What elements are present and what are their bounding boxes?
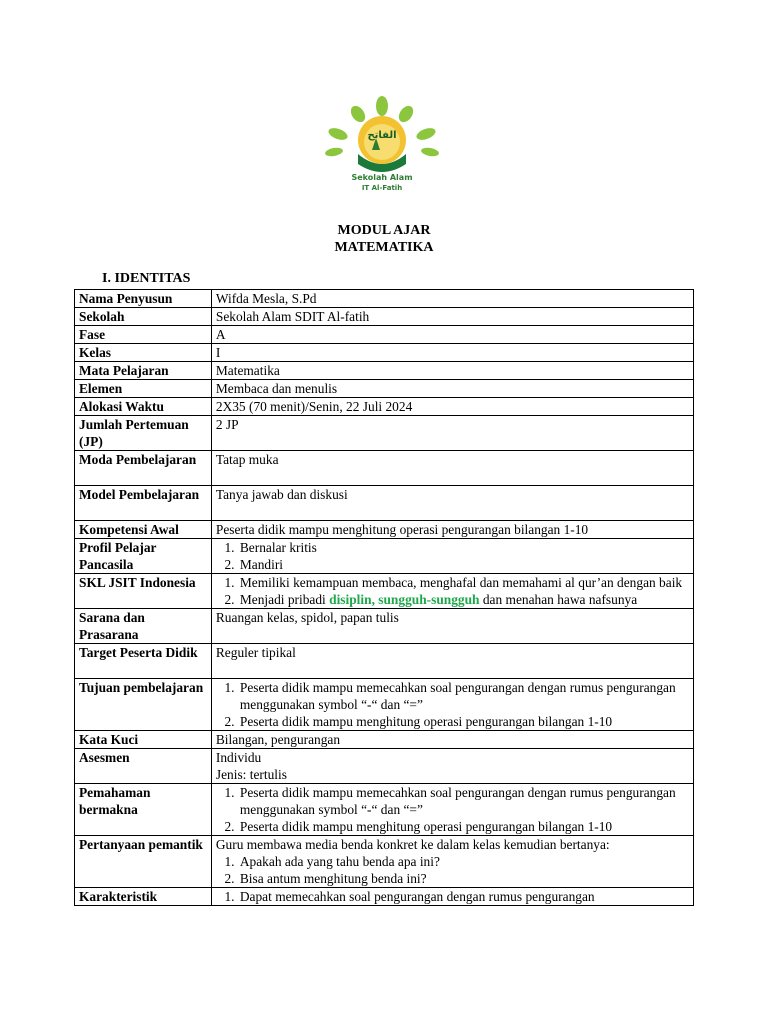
row-value: Wifda Mesla, S.Pd bbox=[211, 290, 693, 308]
list-item: 1. Dapat memecahkan soal pengurangan dengan rumus pengurangan bbox=[238, 888, 689, 905]
list-item: 2. Mandiri bbox=[238, 556, 689, 573]
row-label: Moda Pembelajaran bbox=[75, 451, 212, 486]
row-label: Pertanyaan pemantik bbox=[75, 836, 212, 888]
document-title: MODUL AJAR bbox=[337, 223, 431, 238]
identitas-table bbox=[74, 289, 694, 906]
section-heading: I. IDENTITAS bbox=[102, 271, 191, 286]
table-row bbox=[75, 784, 694, 836]
row-value: Bilangan, pengurangan bbox=[211, 731, 693, 749]
row-label: Asesmen bbox=[75, 749, 212, 784]
row-value bbox=[211, 679, 693, 731]
row-value: Matematika bbox=[211, 362, 693, 380]
row-value bbox=[211, 574, 693, 609]
row-value: Sekolah Alam SDIT Al-fatih bbox=[211, 308, 693, 326]
table-row bbox=[75, 308, 694, 326]
row-label: Tujuan pembelajaran bbox=[75, 679, 212, 731]
table-row bbox=[75, 644, 694, 679]
karakteristik-list bbox=[216, 888, 689, 905]
row-value bbox=[211, 784, 693, 836]
table-row bbox=[75, 362, 694, 380]
row-value: Membaca dan menulis bbox=[211, 380, 693, 398]
row-label: Nama Penyusun bbox=[75, 290, 212, 308]
row-value: Ruangan kelas, spidol, papan tulis bbox=[211, 609, 693, 644]
list-item: 1. Memiliki kemampuan membaca, menghafal dan memahami al qur’an dengan baik bbox=[238, 574, 689, 591]
row-label: Target Peserta Didik bbox=[75, 644, 212, 679]
table-row bbox=[75, 486, 694, 521]
highlight-separator: , bbox=[371, 592, 379, 607]
list-item: 2. Peserta didik mampu menghitung operasi pengurangan bilangan 1-10 bbox=[238, 713, 689, 730]
asesmen-line1: Individu bbox=[215, 750, 262, 765]
row-label: Mata Pelajaran bbox=[75, 362, 212, 380]
row-label: Alokasi Waktu bbox=[75, 398, 212, 416]
row-value: I bbox=[211, 344, 693, 362]
list-item: 1. Apakah ada yang tahu benda apa ini? bbox=[238, 853, 689, 870]
profil-list bbox=[216, 539, 689, 573]
logo-line2: IT Al-Fatih bbox=[361, 184, 403, 192]
school-logo bbox=[318, 94, 446, 194]
row-label: Pemahaman bermakna bbox=[75, 784, 212, 836]
row-value: 2 JP bbox=[211, 416, 693, 451]
skl-text-post: dan menahan hawa nafsunya bbox=[479, 592, 638, 607]
row-value: 2X35 (70 menit)/Senin, 22 Juli 2024 bbox=[211, 398, 693, 416]
list-item: 1. Peserta didik mampu memecahkan soal pengurangan dengan rumus pengurangan menggunakan symbol “-“ dan “=” bbox=[238, 679, 689, 713]
table-row bbox=[75, 679, 694, 731]
row-value: A bbox=[211, 326, 693, 344]
row-label: Kelas bbox=[75, 344, 212, 362]
row-label: Jumlah Pertemuan (JP) bbox=[75, 416, 212, 451]
skl-list bbox=[216, 574, 689, 608]
row-label: SKL JSIT Indonesia bbox=[75, 574, 212, 609]
row-label: Kata Kuci bbox=[75, 731, 212, 749]
row-label: Fase bbox=[75, 326, 212, 344]
row-label: Kompetensi Awal bbox=[75, 521, 212, 539]
asesmen-line2: Jenis: tertulis bbox=[215, 767, 287, 782]
table-row bbox=[75, 836, 694, 888]
row-value bbox=[211, 888, 693, 906]
row-value bbox=[211, 836, 693, 888]
row-value: Tanya jawab dan diskusi bbox=[211, 486, 693, 521]
list-item bbox=[238, 591, 689, 608]
list-item: 1. Bernalar kritis bbox=[238, 539, 689, 556]
table-row bbox=[75, 344, 694, 362]
skl-text-pre: Menjadi pribadi bbox=[239, 592, 330, 607]
table-row bbox=[75, 731, 694, 749]
list-item: 2. Bisa antum menghitung benda ini? bbox=[238, 870, 689, 887]
row-value: Tatap muka bbox=[211, 451, 693, 486]
logo-line1: Sekolah Alam bbox=[351, 173, 413, 182]
row-label: Model Pembelajaran bbox=[75, 486, 212, 521]
highlight-sungguh: sungguh-sungguh bbox=[378, 592, 480, 607]
table-row bbox=[75, 451, 694, 486]
row-label: Profil Pelajar Pancasila bbox=[75, 539, 212, 574]
pemahaman-list bbox=[216, 784, 689, 835]
row-label: Sarana dan Prasarana bbox=[75, 609, 212, 644]
table-row bbox=[75, 380, 694, 398]
table-row bbox=[75, 416, 694, 451]
table-row bbox=[75, 290, 694, 308]
highlight-disiplin: disiplin bbox=[329, 592, 372, 607]
document-subject: MATEMATIKA bbox=[334, 240, 434, 255]
row-label: Sekolah bbox=[75, 308, 212, 326]
list-item: 1. Peserta didik mampu memecahkan soal pengurangan dengan rumus pengurangan menggunakan symbol “-“ dan “=” bbox=[238, 784, 689, 818]
table-row bbox=[75, 609, 694, 644]
table-row bbox=[75, 521, 694, 539]
table-row bbox=[75, 326, 694, 344]
list-item: 2. Peserta didik mampu menghitung operasi pengurangan bilangan 1-10 bbox=[238, 818, 689, 835]
row-label: Karakteristik bbox=[75, 888, 212, 906]
row-value bbox=[211, 749, 693, 784]
row-label: Elemen bbox=[75, 380, 212, 398]
logo-arabic: الفاتح bbox=[367, 130, 397, 141]
row-value: Reguler tipikal bbox=[211, 644, 693, 679]
table-row bbox=[75, 888, 694, 906]
row-value bbox=[211, 539, 693, 574]
table-row bbox=[75, 749, 694, 784]
table-row bbox=[75, 398, 694, 416]
tujuan-list bbox=[216, 679, 689, 730]
table-row bbox=[75, 574, 694, 609]
pertanyaan-intro: Guru membawa media benda konkret ke dalam kelas kemudian bertanya: bbox=[215, 837, 610, 852]
table-row bbox=[75, 539, 694, 574]
row-value: Peserta didik mampu menghitung operasi pengurangan bilangan 1-10 bbox=[211, 521, 693, 539]
pertanyaan-list bbox=[216, 853, 689, 887]
